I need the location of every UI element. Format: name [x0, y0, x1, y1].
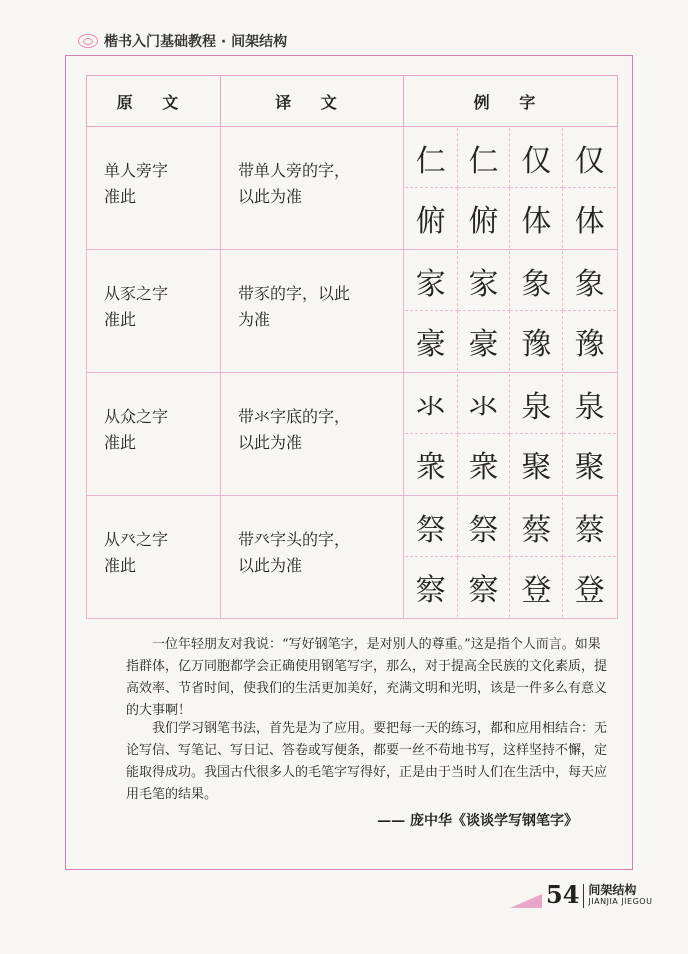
example-char: 蔡 — [510, 497, 563, 557]
example-chars — [405, 374, 616, 494]
example-chars — [405, 251, 616, 371]
example-char: 豪 — [405, 311, 458, 371]
page-footer — [510, 878, 652, 908]
structure-table — [86, 75, 618, 619]
translation-text: 带单人旁的字， 以此为准 — [237, 161, 350, 206]
example-chars — [405, 497, 616, 617]
example-char: 家 — [458, 251, 511, 311]
example-char: 俯 — [405, 188, 458, 248]
table-row — [87, 373, 618, 496]
example-char: 仁 — [458, 128, 511, 188]
table-row — [87, 496, 618, 619]
table-row — [87, 127, 618, 250]
example-char: 体 — [574, 204, 605, 239]
attribution: —— 庞中华《谈谈学写钢笔字》 — [377, 813, 578, 829]
example-char: 仅 — [563, 128, 616, 188]
example-char: 蔡 — [563, 497, 616, 557]
original-text: 从癶之字 准此 — [104, 530, 169, 575]
footer-section-en: JIANJIA JIEGOU — [588, 897, 653, 906]
example-char: 登 — [574, 573, 605, 608]
header-original: 原 文 — [87, 76, 221, 127]
example-char: 衆 — [458, 434, 511, 494]
table-header-row — [87, 76, 618, 127]
footer-triangle-icon — [510, 894, 542, 908]
example-char: 豫 — [574, 327, 605, 362]
example-char: 仅 — [510, 128, 563, 188]
header-translation: 译 文 — [220, 76, 403, 127]
example-char: 象 — [510, 251, 563, 311]
example-char: 聚 — [510, 434, 563, 494]
page-header — [78, 30, 287, 52]
example-char: 登 — [510, 557, 563, 617]
example-char: 察 — [458, 557, 511, 617]
example-char: 仁 — [405, 128, 458, 188]
original-text: 单人旁字 准此 — [104, 161, 169, 206]
table-row — [87, 250, 618, 373]
example-char: 祭 — [405, 497, 458, 557]
footer-section — [583, 884, 652, 908]
example-char: 氺 — [405, 374, 458, 434]
example-chars — [405, 128, 616, 248]
example-char: 豫 — [510, 311, 563, 371]
body-paragraph-1: 一位年轻朋友对我说：“写好钢笔字，是对别人的尊重。”这是指个人而言。如果指群体，亿万同胞都学会正确使用钢笔写字，那么，对于提高全民族的文化素质，提高效率、节省时间，使我们的生活更加美好，充满文明和光明，该是一件多么有意义的大事啊！ — [126, 637, 608, 718]
example-char: 豪 — [458, 311, 511, 371]
body-paragraph-2: 我们学习钢笔书法，首先是为了应用。要把每一天的练习，都和应用相结合：无论写信、写笔记、写日记、答卷或写便条，都要一丝不苟地书写，这样坚持不懈，定能取得成功。我国古代很多人的毛笔字写得好，正是由于当时人们在生活中，每天应用毛笔的结果。 — [126, 721, 608, 802]
logo-icon — [78, 34, 98, 48]
example-char: 泉 — [563, 374, 616, 434]
translation-text: 带豕的字，以此 为准 — [237, 284, 350, 329]
example-char: 体 — [510, 188, 563, 248]
page-header-title: 楷书入门基础教程 · 间架结构 — [104, 34, 288, 50]
example-char: 衆 — [405, 434, 458, 494]
example-char: 察 — [405, 557, 458, 617]
example-char: 泉 — [510, 374, 563, 434]
example-char: 家 — [405, 251, 458, 311]
header-examples: 例 字 — [403, 76, 617, 127]
example-char: 象 — [563, 251, 616, 311]
translation-text: 带癶字头的字， 以此为准 — [237, 530, 350, 575]
footer-section-cn: 间架结构 — [588, 883, 637, 897]
example-char: 氺 — [458, 374, 511, 434]
translation-text: 带氺字底的字， 以此为准 — [237, 407, 350, 452]
example-char: 聚 — [574, 450, 605, 485]
example-char: 俯 — [458, 188, 511, 248]
example-char: 祭 — [458, 497, 511, 557]
original-text: 从豕之字 准此 — [104, 284, 169, 329]
original-text: 从众之字 准此 — [104, 407, 169, 452]
page-number: 54 — [546, 880, 580, 909]
